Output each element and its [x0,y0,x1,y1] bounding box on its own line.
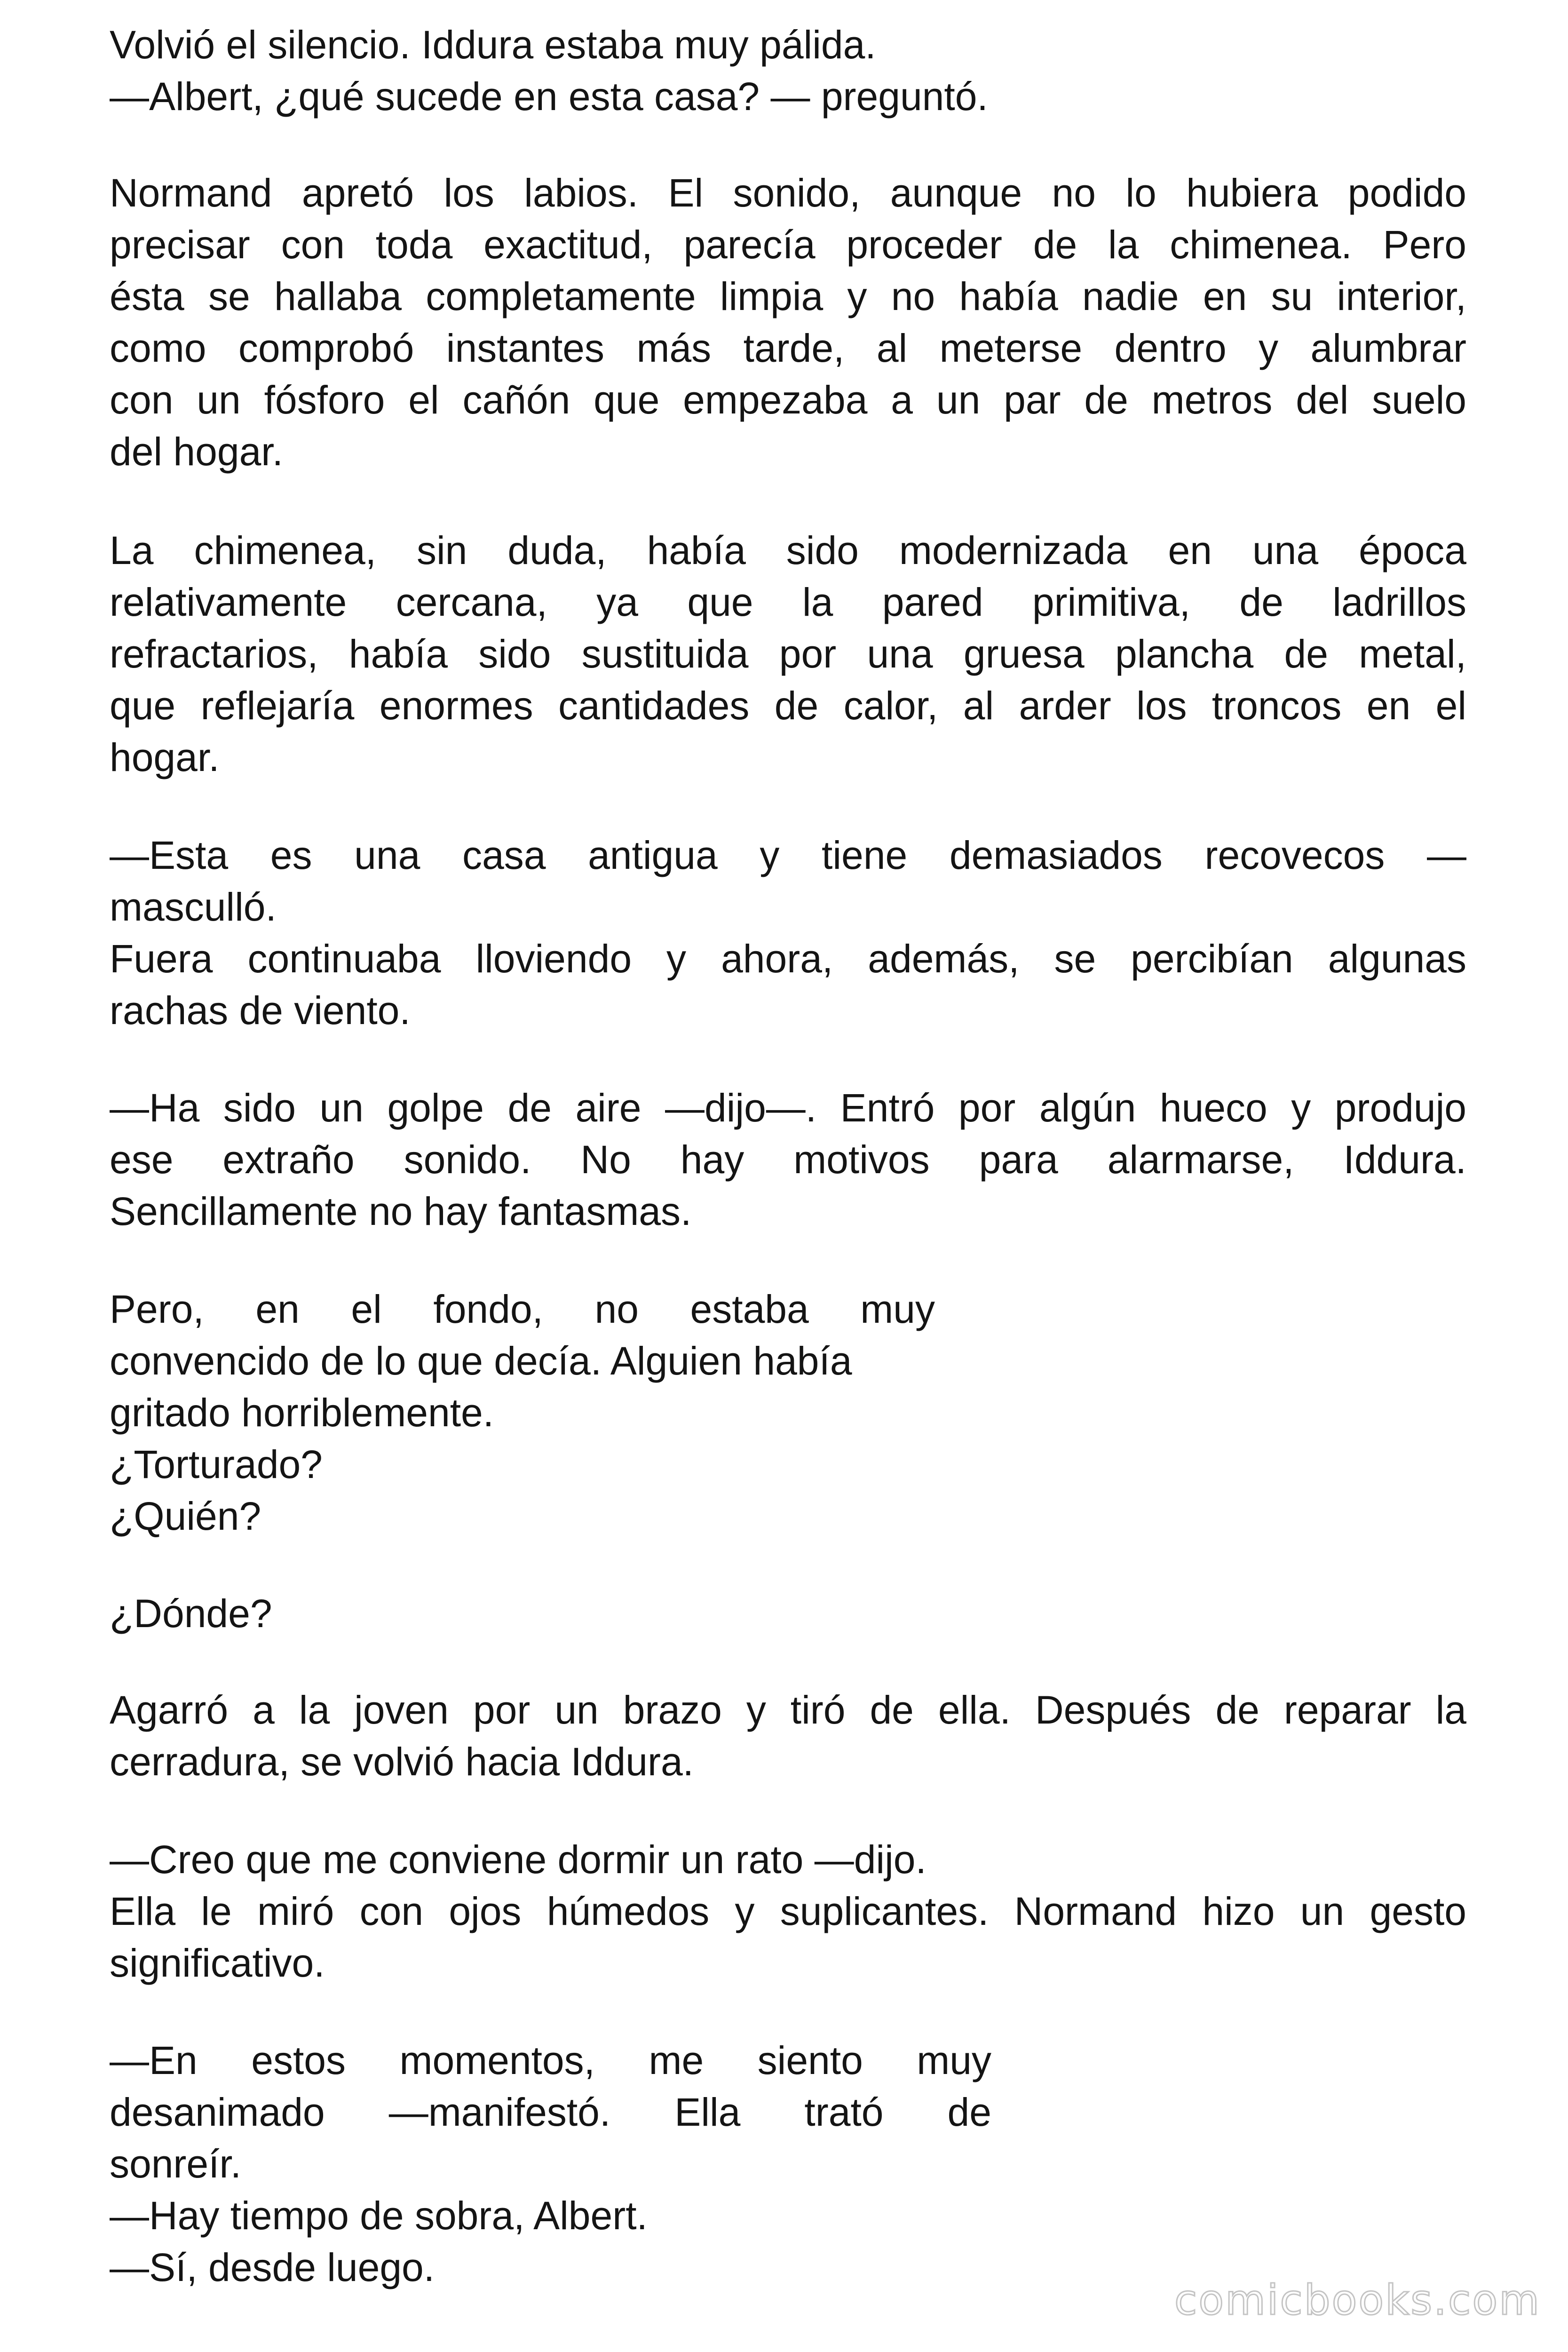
text-line: ¿Torturado? [110,1442,323,1486]
text-line: significativo. [110,1941,325,1985]
text-line: Pero, en el fondo, no estaba muy [110,1287,935,1331]
text-line: ésta se hallaba completamente limpia y no había nadie en su interior, [110,274,1466,318]
text-line: —Creo que me conviene dormir un rato —dijo. [110,1837,927,1882]
text-line: hogar. [110,735,220,779]
text-line: cerradura, se volvió hacia Iddura. [110,1740,694,1784]
text-line: precisar con toda exactitud, parecía proceder de la chimenea. Pero [110,222,1466,267]
text-line: con un fósforo el cañón que empezaba a un par de metros del suelo [110,378,1466,422]
text-line: gritado horriblemente. [110,1391,494,1435]
text-line: Fuera continuaba lloviendo y ahora, además, se percibían algunas [110,937,1466,981]
text-line: convencido de lo que decía. Alguien había [110,1339,852,1383]
text-line: —Ha sido un golpe de aire —dijo—. Entró por algún hueco y produjo [110,1086,1466,1130]
text-line: Ella le miró con ojos húmedos y suplicantes. Normand hizo un gesto [110,1889,1466,1933]
text-line: Sencillamente no hay fantasmas. [110,1189,692,1233]
text-line: Agarró a la joven por un brazo y tiró de ella. Después de reparar la [110,1688,1466,1732]
text-line: —Albert, ¿qué sucede en esta casa? — preguntó. [110,74,988,119]
text-line: —Sí, desde luego. [110,2245,435,2289]
text-line: del hogar. [110,429,283,474]
text-line: masculló. [110,885,277,929]
text-line: ¿Quién? [110,1494,261,1538]
text-line: rachas de viento. [110,988,411,1033]
text-line: —En estos momentos, me siento muy [110,2038,991,2082]
text-line: sonreír. [110,2142,242,2186]
text-line: ese extraño sonido. No hay motivos para alarmarse, Iddura. [110,1137,1466,1182]
text-line: La chimenea, sin duda, había sido modernizada en una época [110,528,1466,572]
text-line: relativamente cercana, ya que la pared primitiva, de ladrillos [110,580,1466,624]
text-line: Volvió el silencio. Iddura estaba muy pálida. [110,23,876,67]
text-line: Normand apretó los labios. El sonido, aunque no lo hubiera podido [110,171,1466,215]
watermark: comicbooks.com [1174,2276,1541,2324]
text-line: ¿Dónde? [110,1591,272,1636]
text-line: —Hay tiempo de sobra, Albert. [110,2193,648,2238]
text-line: desanimado —manifestó. Ella trató de [110,2090,991,2134]
text-line: como comprobó instantes más tarde, al meterse dentro y alumbrar [110,326,1466,370]
text-line: que reflejaría enormes cantidades de calor, al arder los troncos en el [110,683,1466,728]
text-line: —Esta es una casa antigua y tiene demasiados recovecos — [110,833,1466,877]
text-line: refractarios, había sido sustituida por una gruesa plancha de metal, [110,632,1466,676]
